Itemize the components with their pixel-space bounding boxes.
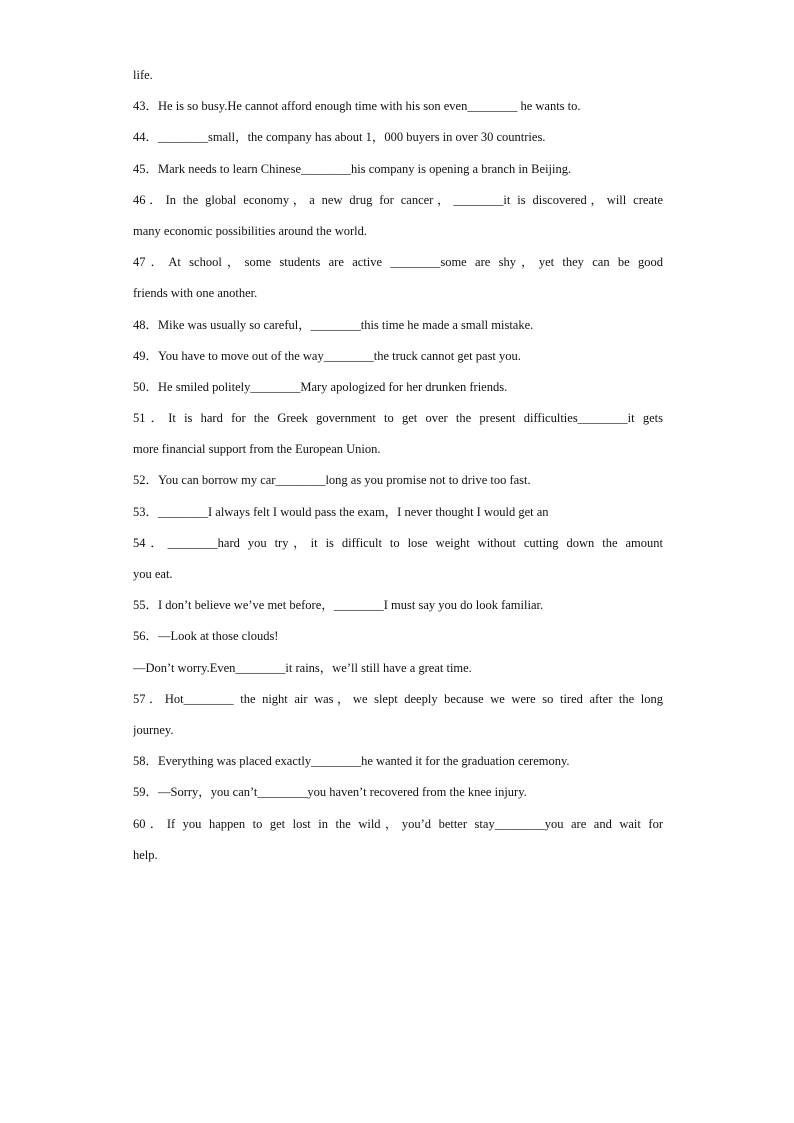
question-57-continuation: journey. bbox=[133, 722, 174, 737]
document-body bbox=[133, 60, 663, 871]
question-45: 45．Mark needs to learn Chinese________his company is opening a branch in Beijing. bbox=[133, 161, 572, 176]
question-46: 46．In the global economy，a new drug for cancer，________it is discovered，will create bbox=[133, 192, 663, 207]
question-49: 49．You have to move out of the way________the truck cannot get past you. bbox=[133, 348, 521, 363]
question-47-continuation: friends with one another. bbox=[133, 286, 258, 301]
question-59: 59．—Sorry，you can’t________you haven’t recovered from the knee injury. bbox=[133, 785, 527, 800]
question-53: 53．________I always felt I would pass the exam，I never thought I would get an bbox=[133, 504, 549, 519]
question-44: 44．________small，the company has about 1，000 buyers in over 30 countries. bbox=[133, 130, 546, 145]
question-48: 48．Mike was usually so careful，________this time he made a small mistake. bbox=[133, 317, 534, 332]
question-54-continuation: you eat. bbox=[133, 567, 173, 581]
question-55: 55．I don’t believe we’ve met before，________I must say you do look familiar. bbox=[133, 598, 544, 613]
text-line: life. bbox=[133, 68, 153, 82]
question-58: 58．Everything was placed exactly________he wanted it for the graduation ceremony. bbox=[133, 754, 570, 769]
question-57: 57．Hot________ the night air was，we slept deeply because we were so tired after the long bbox=[133, 691, 663, 706]
question-46-continuation: many economic possibilities around the world. bbox=[133, 223, 367, 238]
question-60-continuation: help. bbox=[133, 847, 158, 862]
question-60: 60．If you happen to get lost in the wild，you’d better stay________you are and wait for bbox=[133, 816, 663, 831]
question-47: 47．At school，some students are active ________some are shy，yet they can be good bbox=[133, 255, 663, 270]
question-51: 51．It is hard for the Greek government to get over the present difficulties________it gets bbox=[133, 411, 663, 426]
question-56: 56．—Look at those clouds! bbox=[133, 629, 279, 644]
question-52: 52．You can borrow my car________long as you promise not to drive too fast. bbox=[133, 473, 531, 488]
question-54: 54．________hard you try，it is difficult to lose weight without cutting down the amount bbox=[133, 535, 663, 550]
question-51-continuation: more financial support from the European Union. bbox=[133, 442, 381, 457]
question-56-reply: —Don’t worry.Even________it rains，we’ll still have a great time. bbox=[133, 660, 472, 675]
question-50: 50．He smiled politely________Mary apologized for her drunken friends. bbox=[133, 379, 508, 394]
question-43: 43．He is so busy.He cannot afford enough time with his son even________ he wants to. bbox=[133, 99, 581, 114]
